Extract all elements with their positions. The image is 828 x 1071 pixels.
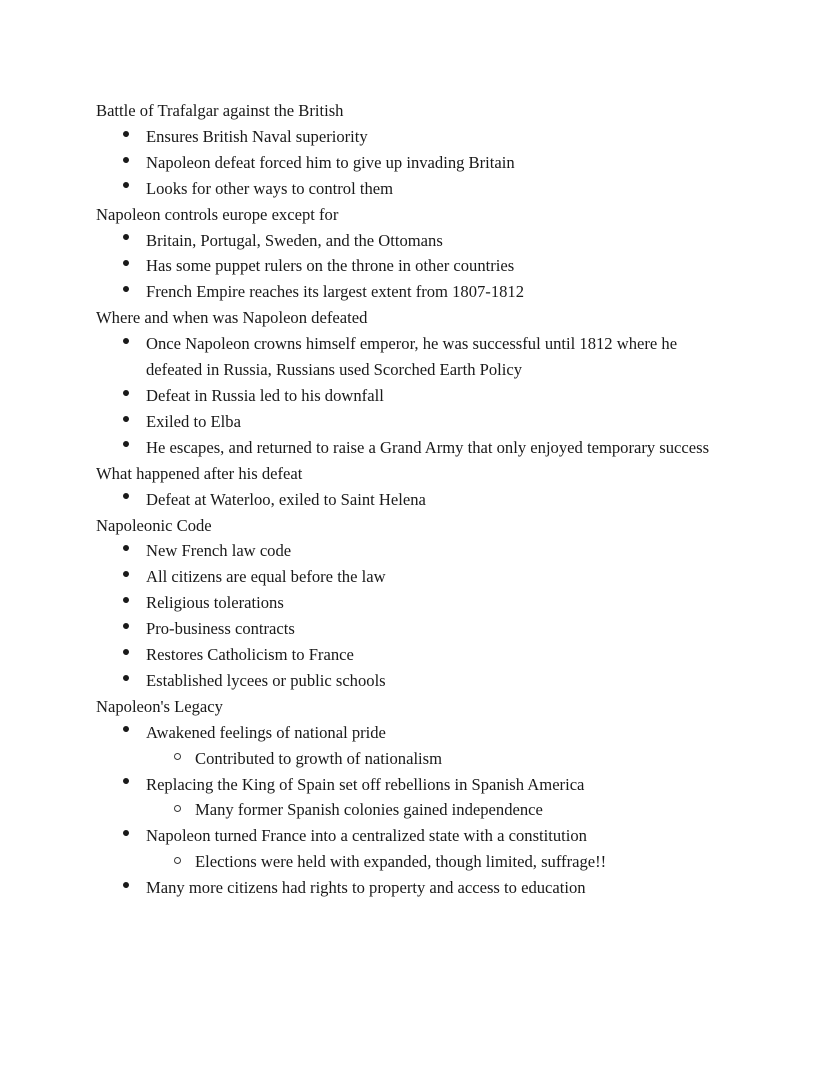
sub-list-item: [146, 849, 714, 875]
list-item-label: Exiled to Elba: [146, 411, 241, 431]
list-item-label: Britain, Portugal, Sweden, and the Ottomans: [146, 230, 443, 250]
list-item: [96, 409, 714, 435]
list-item-label: Religious tolerations: [146, 593, 284, 613]
bullet-filled-icon: [123, 150, 135, 176]
list-item: [96, 435, 714, 461]
bullet-filled-icon: [123, 124, 135, 150]
bullet-list-level-1: [96, 720, 714, 901]
section-heading: Where and when was Napoleon defeated: [96, 308, 368, 328]
outline-section: [96, 98, 714, 202]
list-item: [96, 538, 714, 564]
bullet-filled-icon: [123, 564, 135, 590]
bullet-filled-icon: [123, 590, 135, 616]
bullet-list-level-1: [96, 487, 714, 513]
list-item: [96, 176, 714, 202]
section-heading: Napoleonic Code: [96, 515, 212, 535]
list-item: [96, 772, 714, 824]
sub-list-item-label: Contributed to growth of nationalism: [195, 748, 443, 768]
bullet-filled-icon: [123, 228, 135, 254]
list-item-label: Napoleon defeat forced him to give up invading Britain: [146, 152, 515, 172]
list-item-label: Pro-business contracts: [146, 619, 295, 639]
bullet-list-level-2: [146, 849, 714, 875]
section-heading: Napoleon's Legacy: [96, 696, 223, 716]
list-item: [96, 487, 714, 513]
list-item-label: New French law code: [146, 541, 292, 561]
sub-list-item: [146, 797, 714, 823]
bullet-filled-icon: [123, 538, 135, 564]
outline-section: [96, 461, 714, 513]
list-item: [96, 823, 714, 875]
outline-section: [96, 513, 714, 694]
bullet-list-level-1: [96, 228, 714, 306]
bullet-filled-icon: [123, 668, 135, 694]
bullet-filled-icon: [123, 279, 135, 305]
bullet-filled-icon: [123, 642, 135, 668]
list-item: [96, 150, 714, 176]
bullet-filled-icon: [123, 616, 135, 642]
sub-list-item: [146, 746, 714, 772]
bullet-hollow-icon: [174, 849, 186, 875]
list-item: [96, 331, 714, 383]
list-item-label: Restores Catholicism to France: [146, 645, 354, 665]
bullet-filled-icon: [123, 176, 135, 202]
bullet-filled-icon: [123, 253, 135, 279]
list-item: [96, 720, 714, 772]
bullet-list-level-1: [96, 124, 714, 202]
list-item: [96, 642, 714, 668]
list-item-label: All citizens are equal before the law: [146, 567, 386, 587]
bullet-filled-icon: [123, 720, 135, 746]
bullet-filled-icon: [123, 331, 135, 357]
section-heading: What happened after his defeat: [96, 463, 303, 483]
section-heading: Battle of Trafalgar against the British: [96, 101, 344, 120]
bullet-list-level-2: [146, 797, 714, 823]
list-item-label: He escapes, and returned to raise a Grand Army that only enjoyed temporary success: [146, 437, 710, 457]
list-item: [96, 668, 714, 694]
list-item-label: French Empire reaches its largest extent from 1807-1812: [146, 282, 525, 302]
list-item: [96, 616, 714, 642]
bullet-filled-icon: [123, 772, 135, 798]
list-item: [96, 564, 714, 590]
sub-list-item-label: Many former Spanish colonies gained independence: [195, 800, 543, 820]
list-item-label: Awakened feelings of national pride: [146, 722, 386, 742]
list-item: [96, 124, 714, 150]
bullet-filled-icon: [123, 409, 135, 435]
list-item: [96, 279, 714, 305]
list-item-label: Napoleon turned France into a centralized state with a constitution: [146, 826, 587, 846]
list-item: [96, 590, 714, 616]
list-item: [96, 228, 714, 254]
list-item-label: Once Napoleon crowns himself emperor, he was successful until 1812 where he defeated in Russia, Russians used Scorched Earth Policy: [146, 334, 678, 380]
bullet-filled-icon: [123, 487, 135, 513]
list-item-label: Replacing the King of Spain set off rebellions in Spanish America: [146, 774, 585, 794]
list-item: [96, 875, 714, 901]
list-item-label: Has some puppet rulers on the throne in other countries: [146, 256, 515, 276]
document-body: [96, 98, 714, 901]
section-heading: Napoleon controls europe except for: [96, 204, 339, 224]
bullet-hollow-icon: [174, 746, 186, 772]
bullet-list-level-2: [146, 746, 714, 772]
bullet-filled-icon: [123, 823, 135, 849]
bullet-list-level-1: [96, 331, 714, 461]
bullet-filled-icon: [123, 875, 135, 901]
list-item-label: Many more citizens had rights to property and access to education: [146, 878, 586, 898]
list-item-label: Looks for other ways to control them: [146, 178, 394, 198]
list-item-label: Defeat in Russia led to his downfall: [146, 385, 384, 405]
list-item: [96, 383, 714, 409]
bullet-filled-icon: [123, 383, 135, 409]
list-item: [96, 253, 714, 279]
outline-section: [96, 202, 714, 306]
list-item-label: Defeat at Waterloo, exiled to Saint Helena: [146, 489, 426, 509]
bullet-filled-icon: [123, 435, 135, 461]
list-item-label: Established lycees or public schools: [146, 670, 386, 690]
sub-list-item-label: Elections were held with expanded, though limited, suffrage!!: [195, 852, 607, 872]
bullet-list-level-1: [96, 538, 714, 693]
outline-section: [96, 694, 714, 901]
outline-section: [96, 305, 714, 460]
bullet-hollow-icon: [174, 797, 186, 823]
list-item-label: Ensures British Naval superiority: [146, 126, 368, 146]
